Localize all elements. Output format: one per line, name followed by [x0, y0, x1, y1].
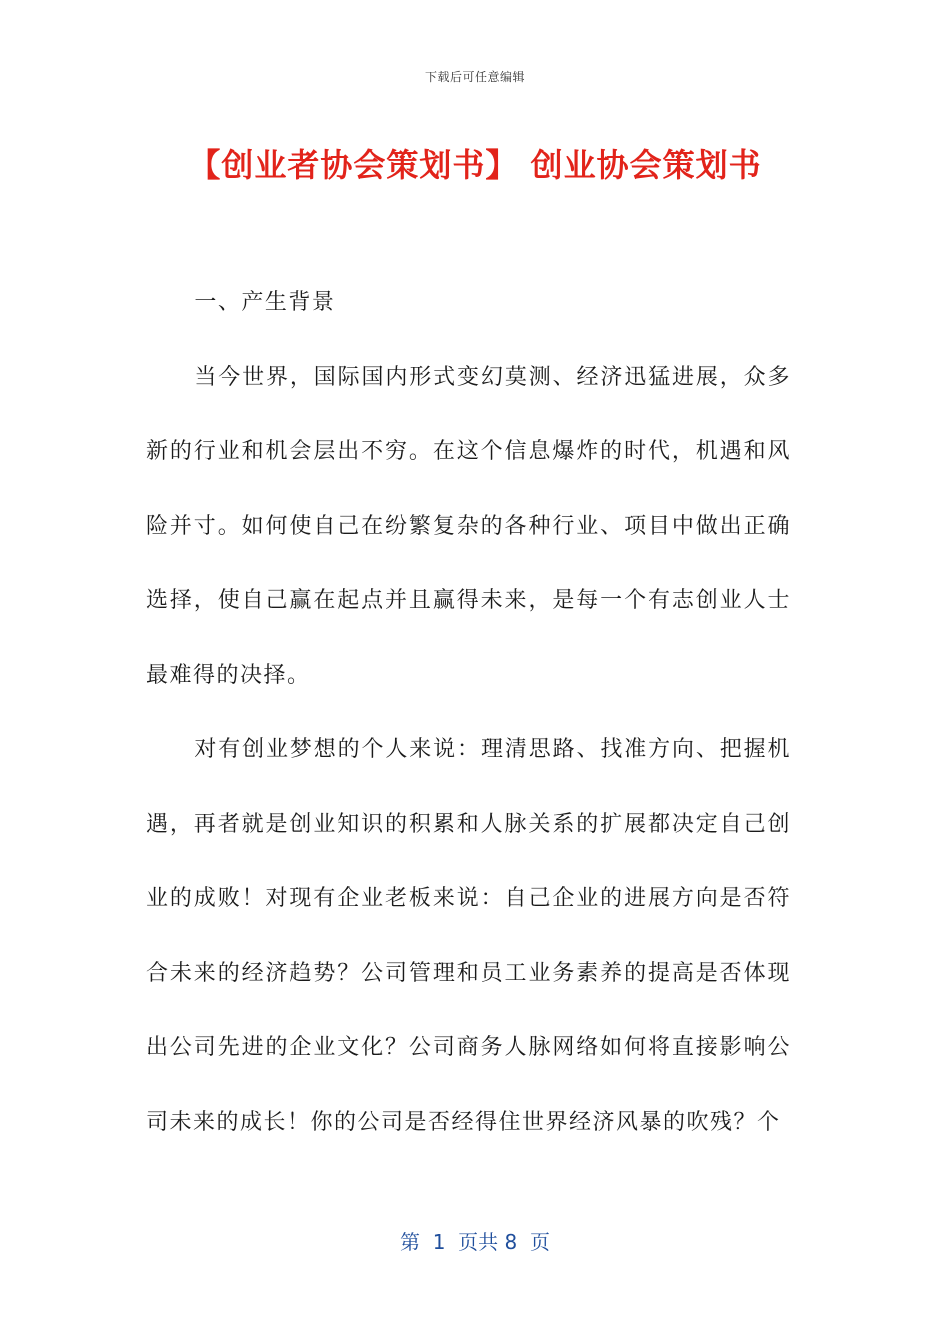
page-number-footer: 第 1 页共 8 页 — [400, 1230, 550, 1254]
paragraph-2: 对有创业梦想的个人来说：理清思路、找准方向、把握机遇，再者就是创业知识的积累和人脉关系的扩展都决定自己创业的成败！对现有企业老板来说：自己企业的进展方向是否符合未来的经济趋势？公司管理和员工业务素养的提高是否体现出公司先进的企业文化？公司商务人脉网络如何将直接影响公司未来的成长！你的公司是否经得住世界经济风暴的吹残？个 — [146, 737, 791, 1135]
section-heading: 一、产生背景 — [194, 290, 336, 315]
header-note: 下载后可任意编辑 — [424, 70, 525, 84]
document-title: 【创业者协会策划书】 创业协会策划书 — [188, 146, 762, 184]
document-body — [146, 266, 791, 1160]
paragraph-1: 当今世界，国际国内形式变幻莫测、经济迅猛进展，众多新的行业和机会层出不穷。在这个信息爆炸的时代，机遇和风险并寸。如何使自己在纷繁复杂的各种行业、项目中做出正确选择，使自己赢在起点并且赢得未来，是每一个有志创业人士最难得的决择。 — [146, 364, 791, 688]
